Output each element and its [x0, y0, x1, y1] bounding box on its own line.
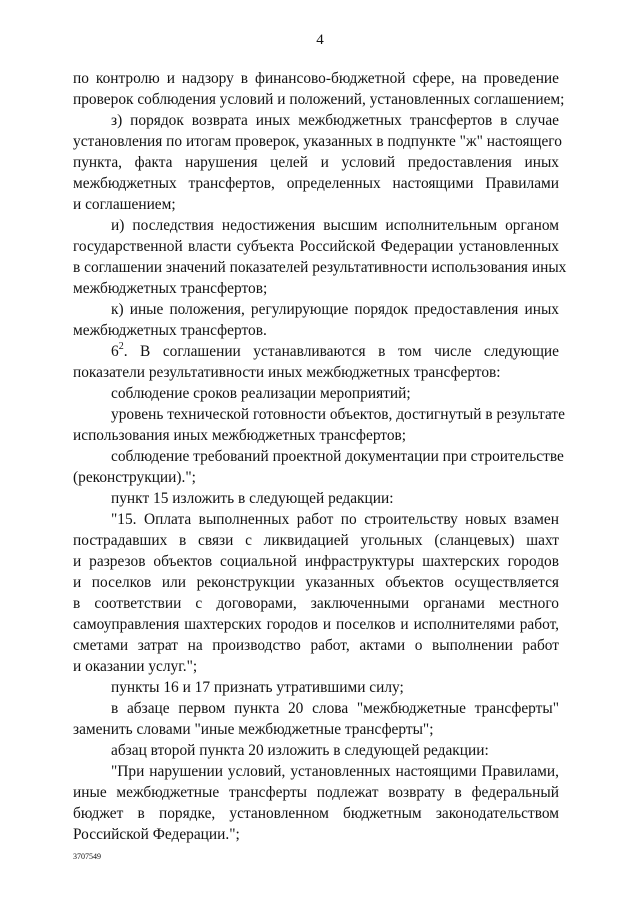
paragraph [73, 341, 559, 383]
paragraph [73, 509, 559, 677]
paragraph [73, 68, 565, 110]
text-line: абзац второй пункта 20 изложить в следующей редакции: [111, 742, 489, 759]
paragraph [73, 110, 562, 215]
text-line: з) порядок возврата иных межбюджетных трансфертов в случае [111, 112, 559, 129]
text-line: сметами затрат на производство работ, актами о выполнении работ [73, 637, 559, 654]
text-line: самоуправления шахтерских городов и поселков и исполнителями работ, [73, 616, 559, 633]
text-line: и оказании услуг."; [73, 658, 198, 675]
text-line: показатели результативности иных межбюджетных трансфертов: [73, 364, 501, 381]
text-line: в абзаце первом пункта 20 слова "межбюджетные трансферты" [111, 700, 559, 717]
page-number: 4 [316, 32, 324, 48]
text-line: межбюджетных трансфертов; [73, 280, 268, 297]
text-line: заменить словами "иные межбюджетные трансферты"; [73, 721, 434, 738]
paragraph [73, 698, 559, 740]
paragraph [73, 761, 559, 845]
text-line [73, 341, 559, 362]
text-line: проверок соблюдения условий и положений, установленных соглашением; [73, 91, 565, 108]
paragraph [73, 677, 559, 698]
paragraph [73, 446, 564, 488]
text-line: установления по итогам проверок, указанных в подпункте "ж" настоящего [73, 133, 562, 150]
clause-superscript: 2 [118, 340, 124, 352]
text-line: уровень технической готовности объектов, достигнутый в результате [111, 406, 565, 423]
text-line: пункта, факта нарушения целей и условий предоставления иных [73, 154, 559, 171]
paragraph [73, 404, 565, 446]
text-line: соблюдение требований проектной документации при строительстве [111, 448, 564, 465]
text-line: "При нарушении условий, установленных настоящими Правилами, [111, 763, 559, 780]
text-line: пункт 15 изложить в следующей редакции: [111, 490, 394, 507]
text-line: использования иных межбюджетных трансфертов; [73, 427, 407, 444]
paragraph [73, 740, 559, 761]
text-line: межбюджетных трансфертов. [73, 322, 267, 339]
text-line: пострадавших в связи с ликвидацией угольных (сланцевых) шахт [73, 532, 559, 549]
text-line: государственной власти субъекта Российской Федерации установленных [73, 238, 559, 255]
document-id: 3707549 [73, 852, 101, 861]
text-line: к) иные положения, регулирующие порядок предоставления иных [111, 301, 559, 318]
text-line: межбюджетных трансфертов, определенных настоящими Правилами [73, 175, 559, 192]
document-body [73, 68, 567, 845]
text-line: по контролю и надзору в финансово-бюджетной сфере, на проведение [73, 70, 559, 87]
text-line: и поселков или реконструкции указанных объектов осуществляется [73, 574, 559, 591]
text-line: бюджет в порядке, установленном бюджетным законодательством [73, 805, 559, 822]
text-line: соблюдение сроков реализации мероприятий; [111, 385, 411, 402]
text-line: Российской Федерации."; [73, 826, 240, 843]
paragraph [73, 299, 559, 341]
text-line: и) последствия недостижения высшим исполнительным органом [111, 217, 559, 234]
paragraph [73, 383, 559, 404]
paragraph [73, 215, 567, 299]
text-line: иные межбюджетные трансферты подлежат возврату в федеральный [73, 784, 559, 801]
paragraph [73, 488, 559, 509]
text-line: "15. Оплата выполненных работ по строительству новых взамен [111, 511, 559, 528]
text-line: пункты 16 и 17 признать утратившими силу; [111, 679, 404, 696]
text-line: (реконструкции)."; [73, 469, 196, 486]
clause-text: . В соглашении устанавливаются в том числе следующие [123, 343, 559, 360]
text-line: и разрезов объектов социальной инфраструктуры шахтерских городов [73, 553, 559, 570]
clause-number: 6 [111, 343, 119, 360]
text-line: в соответствии с договорами, заключенными органами местного [73, 595, 559, 612]
text-line: в соглашении значений показателей результативности использования иных [73, 259, 567, 276]
text-line: и соглашением; [73, 196, 176, 213]
